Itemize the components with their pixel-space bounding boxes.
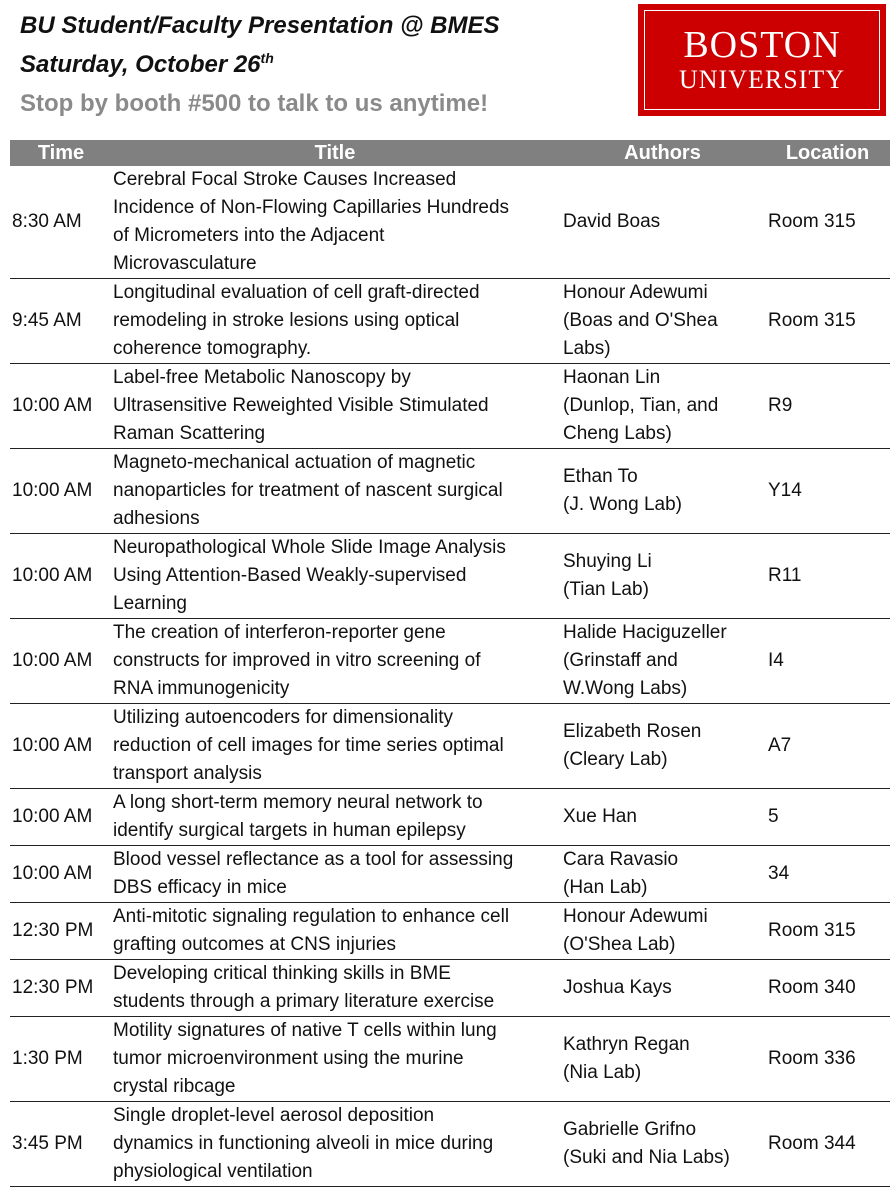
table-row <box>10 789 890 846</box>
cell-title: Neuropathological Whole Slide Image Analysis Using Attention-Based Weakly-supervised Learning <box>110 534 560 619</box>
column-header-title: Title <box>110 140 560 166</box>
table-row <box>10 534 890 619</box>
schedule-table <box>10 140 890 1187</box>
cell-authors: Honour Adewumi (O'Shea Lab) <box>560 903 765 960</box>
cell-authors: Joshua Kays <box>560 960 765 1017</box>
boston-university-logo <box>638 4 886 116</box>
cell-authors: Honour Adewumi (Boas and O'Shea Labs) <box>560 279 765 364</box>
header-title: BU Student/Faculty Presentation @ BMES <box>20 12 500 39</box>
header-date-suffix: th <box>260 50 274 66</box>
table-row <box>10 846 890 903</box>
cell-time: 10:00 AM <box>10 846 110 903</box>
column-header-authors: Authors <box>560 140 765 166</box>
cell-location: Room 315 <box>765 279 890 364</box>
cell-location: Room 315 <box>765 166 890 279</box>
cell-title: Developing critical thinking skills in BME students through a primary literature exercise <box>110 960 560 1017</box>
cell-authors: Xue Han <box>560 789 765 846</box>
cell-title: Utilizing autoencoders for dimensionality reduction of cell images for time series optimal transport analysis <box>110 704 560 789</box>
cell-time: 10:00 AM <box>10 789 110 846</box>
cell-title: Blood vessel reflectance as a tool for assessing DBS efficacy in mice <box>110 846 560 903</box>
cell-time: 1:30 PM <box>10 1017 110 1102</box>
cell-title: Single droplet-level aerosol deposition dynamics in functioning alveoli in mice during physiological ventilation <box>110 1102 560 1187</box>
logo-line-university: UNIVERSITY <box>679 65 845 94</box>
cell-time: 10:00 AM <box>10 534 110 619</box>
cell-time: 10:00 AM <box>10 364 110 449</box>
cell-authors: Elizabeth Rosen (Cleary Lab) <box>560 704 765 789</box>
table-row <box>10 1102 890 1187</box>
table-row <box>10 1017 890 1102</box>
cell-authors: David Boas <box>560 166 765 279</box>
column-header-location: Location <box>765 140 890 166</box>
table-row <box>10 704 890 789</box>
cell-time: 12:30 PM <box>10 903 110 960</box>
cell-title: A long short-term memory neural network to identify surgical targets in human epilepsy <box>110 789 560 846</box>
cell-location: Room 315 <box>765 903 890 960</box>
cell-time: 9:45 AM <box>10 279 110 364</box>
cell-time: 3:45 PM <box>10 1102 110 1187</box>
table-row <box>10 166 890 279</box>
cell-title: Anti-mitotic signaling regulation to enhance cell grafting outcomes at CNS injuries <box>110 903 560 960</box>
cell-time: 8:30 AM <box>10 166 110 279</box>
header-date-main: Saturday, October 26 <box>20 51 261 78</box>
cell-location: Room 344 <box>765 1102 890 1187</box>
cell-authors: Ethan To (J. Wong Lab) <box>560 449 765 534</box>
table-row <box>10 449 890 534</box>
schedule-header-row <box>10 140 890 166</box>
table-row <box>10 279 890 364</box>
cell-time: 10:00 AM <box>10 704 110 789</box>
table-row <box>10 960 890 1017</box>
header-date <box>20 50 274 79</box>
cell-authors: Cara Ravasio (Han Lab) <box>560 846 765 903</box>
booth-note: Stop by booth #500 to talk to us anytime! <box>20 90 489 117</box>
cell-title: Magneto-mechanical actuation of magnetic nanoparticles for treatment of nascent surgical adhesions <box>110 449 560 534</box>
table-row <box>10 903 890 960</box>
cell-title: Longitudinal evaluation of cell graft-directed remodeling in stroke lesions using optical coherence tomography. <box>110 279 560 364</box>
cell-time: 10:00 AM <box>10 449 110 534</box>
cell-location: 34 <box>765 846 890 903</box>
cell-location: 5 <box>765 789 890 846</box>
cell-location: Room 336 <box>765 1017 890 1102</box>
cell-authors: Haonan Lin (Dunlop, Tian, and Cheng Labs) <box>560 364 765 449</box>
cell-time: 10:00 AM <box>10 619 110 704</box>
cell-location: Y14 <box>765 449 890 534</box>
table-row <box>10 619 890 704</box>
logo-line-boston: BOSTON <box>683 24 841 66</box>
cell-title: The creation of interferon-reporter gene constructs for improved in vitro screening of RNA immunogenicity <box>110 619 560 704</box>
table-row <box>10 364 890 449</box>
cell-location: Room 340 <box>765 960 890 1017</box>
cell-title: Motility signatures of native T cells within lung tumor microenvironment using the murine crystal ribcage <box>110 1017 560 1102</box>
cell-location: I4 <box>765 619 890 704</box>
cell-authors: Halide Haciguzeller (Grinstaff and W.Wong Labs) <box>560 619 765 704</box>
cell-location: R9 <box>765 364 890 449</box>
cell-location: R11 <box>765 534 890 619</box>
cell-time: 12:30 PM <box>10 960 110 1017</box>
logo-frame <box>644 10 880 110</box>
cell-authors: Gabrielle Grifno (Suki and Nia Labs) <box>560 1102 765 1187</box>
column-header-time: Time <box>10 140 110 166</box>
cell-authors: Shuying Li (Tian Lab) <box>560 534 765 619</box>
cell-authors: Kathryn Regan (Nia Lab) <box>560 1017 765 1102</box>
cell-title: Label-free Metabolic Nanoscopy by Ultrasensitive Reweighted Visible Stimulated Raman Scattering <box>110 364 560 449</box>
cell-location: A7 <box>765 704 890 789</box>
cell-title: Cerebral Focal Stroke Causes Increased Incidence of Non-Flowing Capillaries Hundreds of Micrometers into the Adjacent Microvasculature <box>110 166 560 279</box>
